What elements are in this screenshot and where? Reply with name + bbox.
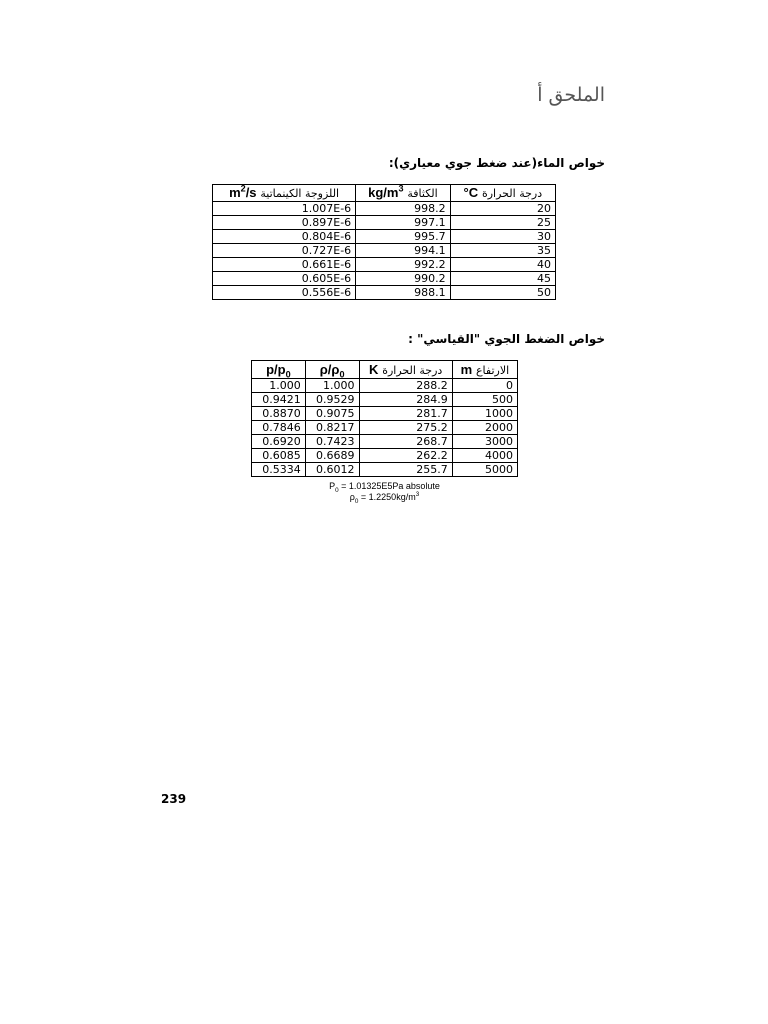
- altitude-cell: 500: [452, 393, 517, 407]
- water-properties-table: [212, 184, 556, 300]
- table-header-row: [252, 361, 518, 379]
- temperature-cell: 40: [450, 258, 555, 272]
- viscosity-cell: 0.727E-6: [213, 244, 356, 258]
- density-cell: 990.2: [356, 272, 450, 286]
- viscosity-unit: $m^2/s$: [229, 183, 257, 200]
- density-cell: 992.2: [356, 258, 450, 272]
- pressure-ratio-cell: 0.6920: [252, 435, 306, 449]
- altitude-cell: 2000: [452, 421, 517, 435]
- reference-pressure-note: $P_0 = 1.01325E5Pa$ absolute: [329, 481, 440, 494]
- atmosphere-properties-table: [251, 360, 518, 477]
- table-row: [213, 286, 556, 300]
- density-ratio-header: $\rho/\rho_0$: [305, 361, 359, 379]
- altitude-header: [452, 361, 517, 379]
- density-cell: 995.7: [356, 230, 450, 244]
- viscosity-cell: 0.897E-6: [213, 216, 356, 230]
- temperature-cell: 25: [450, 216, 555, 230]
- water-properties-heading: خواص الماء(عند ضغط جوي معياري):: [388, 156, 605, 170]
- table-row: [252, 449, 518, 463]
- temperature-label: درجة الحرارة: [382, 363, 443, 377]
- appendix-title: الملحق أ: [537, 84, 605, 106]
- temperature-cell: 288.2: [359, 379, 452, 393]
- density-cell: 998.2: [356, 202, 450, 216]
- density-cell: 997.1: [356, 216, 450, 230]
- table-row: [213, 258, 556, 272]
- table-row: [213, 272, 556, 286]
- temperature-cell: 275.2: [359, 421, 452, 435]
- density-unit: $kg/m^3$: [368, 183, 404, 200]
- table-row: [252, 463, 518, 477]
- table-row: [252, 435, 518, 449]
- pressure-ratio-cell: 0.6085: [252, 449, 306, 463]
- temperature-cell: 281.7: [359, 407, 452, 421]
- viscosity-cell: 0.661E-6: [213, 258, 356, 272]
- table-row: [252, 379, 518, 393]
- density-label: الكثافة: [407, 187, 438, 200]
- altitude-cell: 4000: [452, 449, 517, 463]
- pressure-ratio-cell: 0.9421: [252, 393, 306, 407]
- density-ratio-cell: 0.9529: [305, 393, 359, 407]
- altitude-cell: 1000: [452, 407, 517, 421]
- table-row: [213, 216, 556, 230]
- table-row: [213, 244, 556, 258]
- density-header: [356, 185, 450, 202]
- density-ratio-cell: 0.8217: [305, 421, 359, 435]
- density-ratio-cell: 0.7423: [305, 435, 359, 449]
- pressure-ratio-header: $p/p_0$: [252, 361, 306, 379]
- page-number: 239: [161, 792, 187, 806]
- viscosity-header: [213, 185, 356, 202]
- altitude-cell: 5000: [452, 463, 517, 477]
- temperature-cell: 45: [450, 272, 555, 286]
- table-row: [213, 202, 556, 216]
- table-row: [252, 407, 518, 421]
- density-ratio-cell: 0.6689: [305, 449, 359, 463]
- temperature-cell: 262.2: [359, 449, 452, 463]
- table-row: [252, 393, 518, 407]
- temperature-header: [359, 361, 452, 379]
- reference-density-note: $\rho_0 = 1.2250kg/m^3$: [349, 491, 420, 505]
- temperature-cell: 35: [450, 244, 555, 258]
- altitude-cell: 0: [452, 379, 517, 393]
- atmosphere-properties-heading: خواص الضغط الجوي "القياسي" :: [408, 332, 605, 346]
- density-ratio-cell: 0.9075: [305, 407, 359, 421]
- temperature-cell: 30: [450, 230, 555, 244]
- temperature-unit: °C: [463, 185, 479, 200]
- temperature-cell: 50: [450, 286, 555, 300]
- temperature-unit: K: [368, 361, 379, 377]
- viscosity-cell: 0.804E-6: [213, 230, 356, 244]
- temperature-header: [450, 185, 555, 202]
- density-cell: 988.1: [356, 286, 450, 300]
- altitude-cell: 3000: [452, 435, 517, 449]
- altitude-label: الارتفاع: [475, 363, 510, 377]
- pressure-ratio-cell: 1.000: [252, 379, 306, 393]
- density-ratio-cell: 0.6012: [305, 463, 359, 477]
- table-row: [213, 230, 556, 244]
- pressure-ratio-cell: 0.8870: [252, 407, 306, 421]
- viscosity-cell: 0.556E-6: [213, 286, 356, 300]
- viscosity-cell: 1.007E-6: [213, 202, 356, 216]
- table-row: [252, 421, 518, 435]
- pressure-ratio-cell: 0.5334: [252, 463, 306, 477]
- density-cell: 994.1: [356, 244, 450, 258]
- temperature-cell: 268.7: [359, 435, 452, 449]
- temperature-cell: 20: [450, 202, 555, 216]
- temperature-label: درجة الحرارة: [481, 187, 543, 200]
- altitude-unit: m: [460, 361, 473, 377]
- viscosity-cell: 0.605E-6: [213, 272, 356, 286]
- pressure-ratio-cell: 0.7846: [252, 421, 306, 435]
- temperature-cell: 255.7: [359, 463, 452, 477]
- temperature-cell: 284.9: [359, 393, 452, 407]
- density-ratio-cell: 1.000: [305, 379, 359, 393]
- viscosity-label: اللزوجة الكينماتية: [260, 187, 340, 200]
- table-header-row: [213, 185, 556, 202]
